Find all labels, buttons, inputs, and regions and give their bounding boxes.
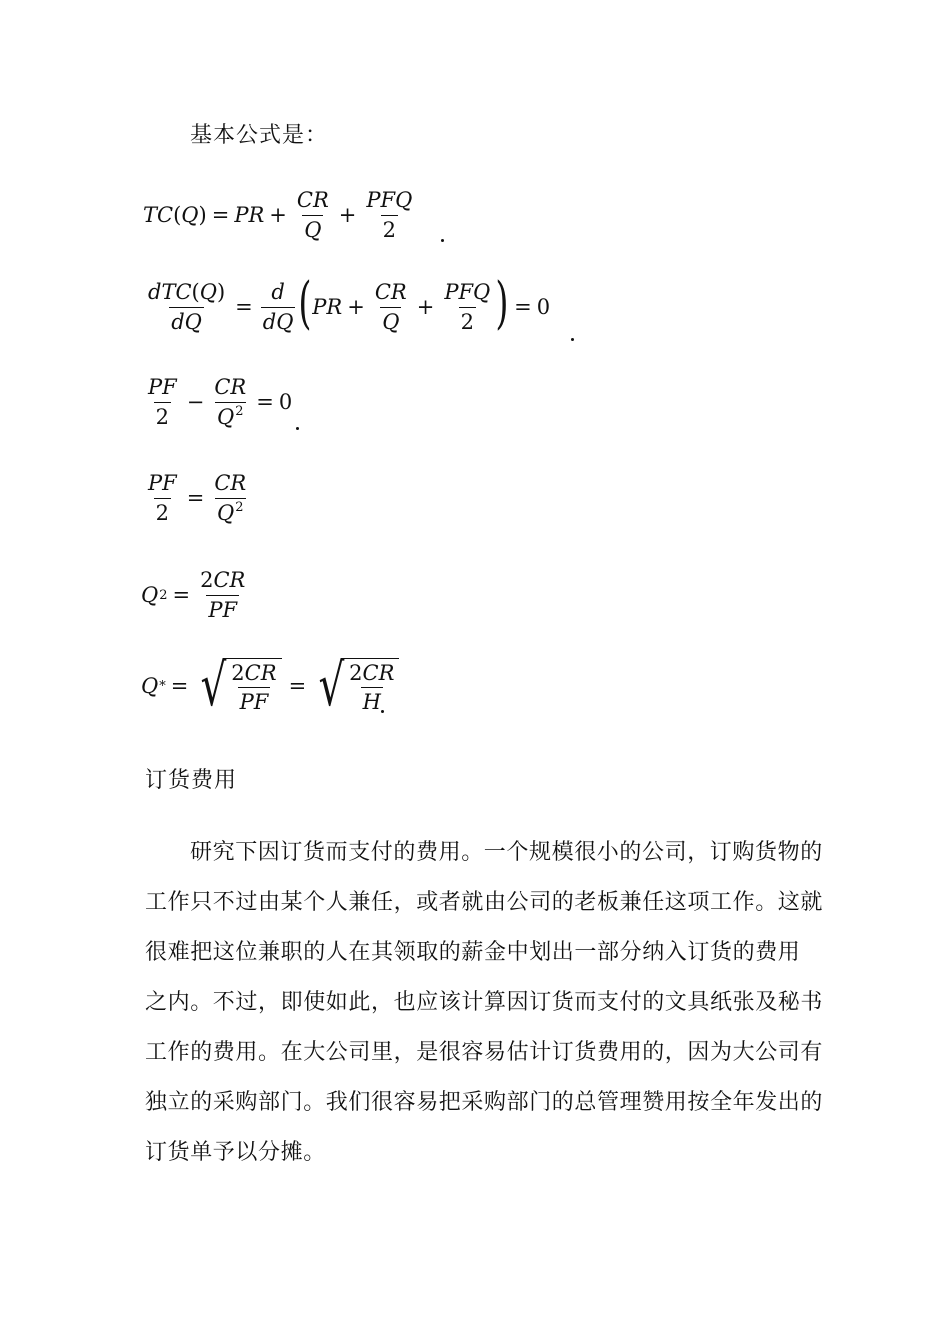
paragraph-line: 订货单予以分摊。 [145,1140,326,1165]
formula-q-squared: Q 2 = $\frac{2CR}{PF}$ [141,568,246,622]
formula-period [571,338,574,341]
intro-text: 基本公式是： [190,123,329,148]
paragraph-line: 很难把这位兼职的人在其领取的薪金中划出一部分纳入订货的费用 [145,940,801,965]
formula-total-cost: TC ( Q ) = PR + $\frac{CR}{Q}$ + $\frac{\text{PFQ}}{2}$ [143,188,413,242]
paragraph-line: 之内。不过，即使如此，也应该计算因订货而支付的文具纸张及秘书 [145,990,824,1015]
section-heading: 订货费用 [145,768,238,793]
body-paragraph [145,828,824,1178]
formula-first-order: $\frac{PF}{2}$ − $\frac{CR}{Q^2}$ = 0 [148,375,293,429]
paragraph-line: 工作的费用。在大公司里，是很容易估计订货费用的，因为大公司有 [145,1040,824,1065]
formula-derivative: $\frac{\text{dTC(Q)}}{dQ}$ = $\frac{d}{dQ}$ ( PR + $\frac{CR}{Q}$ + $\frac{\text{PFQ}}{2}$ ) = 0 [148,271,551,336]
formula-period [296,427,299,430]
paragraph-line: 工作只不过由某个人兼任，或者就由公司的老板兼任这项工作。这就 [145,890,824,915]
formula-period [381,710,384,713]
formula-equality: $\frac{PF}{2}$ = $\frac{CR}{Q^2}$ [148,471,247,525]
paragraph-line: 独立的采购部门。我们很容易把采购部门的总管理赞用按全年发出的 [145,1090,824,1115]
paragraph-line: 研究下因订货而支付的费用。一个规模很小的公司，订购货物的 [190,840,823,865]
formula-period [441,239,444,242]
formula-eoq: Q * = √ $\frac{2CR}{PF}$ = √ $\frac{2CR}{H}$ [141,651,401,721]
